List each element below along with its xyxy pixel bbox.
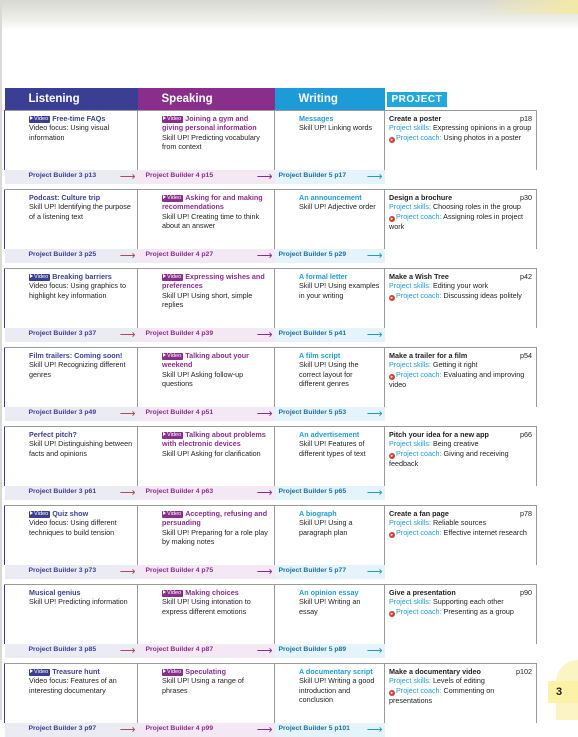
book-spine-edge (0, 0, 2, 720)
writing-cell (275, 111, 385, 171)
listening-project-builder-link[interactable]: Project Builder 3 p73 ⟶ (5, 565, 138, 579)
project-badge: PROJECT (387, 92, 448, 107)
listening-skill-text: Video focus: Using visual information (29, 123, 110, 142)
arrow-right-icon: ⟶ (366, 724, 383, 736)
speaking-cell (138, 269, 275, 329)
listening-project-builder-link[interactable]: Project Builder 3 p85 ⟶ (5, 644, 138, 658)
listening-cell (5, 664, 138, 724)
speaking-skill-text: Skill UP! Using intonation to express different emotions (162, 597, 251, 616)
project-page-ref: p42 (520, 272, 532, 281)
video-icon: Video (29, 274, 50, 281)
project-builder-row (5, 170, 537, 184)
video-icon: Video (162, 590, 183, 597)
project-builder-row (5, 249, 537, 263)
video-icon: Video (162, 195, 183, 202)
arrow-right-icon: ⟶ (256, 250, 273, 262)
project-skills: Project skills: Reliable sources (389, 518, 487, 528)
project-page-ref: p54 (520, 351, 532, 360)
speaking-cell (138, 506, 275, 566)
video-icon: Video (162, 669, 183, 676)
coach-icon: ► (390, 689, 394, 695)
project-builder-row (5, 407, 537, 421)
speaking-title: Video Asking for and making recommendations (162, 193, 263, 212)
speaking-skill-text: Skill UP! Creating time to think about an answer (162, 211, 260, 231)
project-skills: Project skills: Getting it right (389, 360, 478, 370)
contents-table (4, 88, 537, 737)
speaking-cell (138, 664, 275, 724)
writing-skill-text: Skill UP! Features of different types of text (299, 439, 366, 458)
coach-icon: ► (390, 294, 394, 300)
speaking-project-builder-link[interactable]: Project Builder 4 p51 ⟶ (138, 407, 275, 421)
speaking-title: Video Speculating (162, 667, 270, 676)
writing-header: Writing (275, 88, 385, 111)
listening-skill-text: Skill UP! Predicting information (29, 597, 128, 607)
arrow-right-icon: ⟶ (119, 250, 136, 262)
speaking-skill-text: Skill UP! Predicting vocabulary from context (162, 132, 260, 152)
writing-project-builder-link[interactable]: Project Builder 5 p41 ⟶ (275, 328, 385, 342)
listening-project-builder-link[interactable]: Project Builder 3 p49 ⟶ (5, 407, 138, 421)
writing-skill-text: Skill UP! Using the correct layout for different genres (299, 360, 359, 389)
listening-skill-text: Video focus: Features of an interesting documentary (29, 676, 117, 695)
unit-row (5, 664, 537, 724)
writing-project-builder-link[interactable]: Project Builder 5 p17 ⟶ (275, 170, 385, 184)
unit-row (5, 506, 537, 566)
writing-skill-text: Skill UP! Writing a good introduction and conclusion (299, 676, 375, 705)
arrow-right-icon: ⟶ (366, 329, 383, 341)
arrow-right-icon: ⟶ (366, 566, 383, 578)
project-skills: Project skills: Expressing opinions in a group (389, 123, 532, 133)
listening-cell (5, 111, 138, 171)
unit-row (5, 269, 537, 329)
project-builder-empty (385, 723, 537, 737)
project-title: Pitch your idea for a new app p66 (389, 430, 532, 439)
project-builder-row (5, 723, 537, 737)
speaking-skill-text: Skill UP! Asking follow-up questions (162, 369, 244, 389)
writing-title: A biograph (299, 509, 337, 518)
listening-project-builder-link[interactable]: Project Builder 3 p25 ⟶ (5, 249, 138, 263)
listening-cell (5, 427, 138, 487)
listening-title: Video Quiz show (29, 509, 133, 518)
project-skills: Project skills: Levels of editing (389, 676, 485, 686)
project-page-ref: p78 (520, 509, 532, 518)
unit-row (5, 111, 537, 171)
unit-row (5, 427, 537, 487)
project-cell (385, 506, 537, 566)
coach-icon: ► (390, 215, 394, 221)
project-builder-empty (385, 644, 537, 658)
listening-project-builder-link[interactable]: Project Builder 3 p37 ⟶ (5, 328, 138, 342)
speaking-cell (138, 427, 275, 487)
video-icon: Video (162, 353, 183, 360)
arrow-right-icon: ⟶ (256, 566, 273, 578)
unit-row (5, 348, 537, 408)
speaking-project-builder-link[interactable]: Project Builder 4 p75 ⟶ (138, 565, 275, 579)
project-page-ref: p66 (520, 430, 532, 439)
arrow-right-icon: ⟶ (256, 724, 273, 736)
coach-icon: ► (390, 531, 394, 537)
project-skills: Project skills: Editing your work (389, 281, 489, 291)
project-coach: ► Project coach: Effective internet research (390, 527, 527, 537)
arrow-right-icon: ⟶ (256, 487, 273, 499)
listening-title: Video Treasure hunt (29, 667, 133, 676)
arrow-right-icon: ⟶ (366, 487, 383, 499)
project-cell (385, 664, 537, 724)
arrow-right-icon: ⟶ (366, 645, 383, 657)
listening-skill-text: Video focus: Using different techniques to build tension (29, 518, 117, 537)
listening-skill-text: Video focus: Using graphics to highlight key information (29, 281, 126, 300)
arrow-right-icon: ⟶ (119, 566, 136, 578)
project-cell (385, 111, 537, 171)
writing-cell (275, 585, 385, 645)
writing-title: An opinion essay (299, 588, 359, 597)
listening-cell (5, 190, 138, 250)
speaking-title: Video Talking about problems with electronic devices (162, 430, 266, 449)
writing-cell (275, 269, 385, 329)
project-page-ref: p90 (520, 588, 532, 597)
arrow-right-icon: ⟶ (366, 171, 383, 183)
video-icon: Video (162, 116, 183, 123)
project-builder-row (5, 328, 537, 342)
video-icon: Video (29, 511, 50, 518)
arrow-right-icon: ⟶ (119, 645, 136, 657)
project-coach: ► Project coach: Presenting as a group (390, 606, 514, 616)
writing-title: A formal letter (299, 272, 348, 281)
project-cell (385, 269, 537, 329)
project-title: Make a documentary video p102 (389, 667, 532, 676)
project-builder-empty (385, 486, 537, 500)
project-title: Design a brochure p30 (389, 193, 532, 202)
coach-icon: ► (390, 136, 394, 142)
speaking-title: Video Making choices (162, 588, 270, 597)
writing-project-builder-link[interactable]: Project Builder 5 p77 ⟶ (275, 565, 385, 579)
project-page-ref: p30 (520, 193, 532, 202)
arrow-right-icon: ⟶ (119, 724, 136, 736)
listening-header: Listening (5, 88, 138, 111)
unit-row (5, 585, 537, 645)
writing-skill-text: Skill UP! Using examples in your writing (299, 281, 380, 300)
project-coach: ► Project coach: Discussing ideas politely (390, 290, 522, 300)
project-title: Make a trailer for a film p54 (389, 351, 532, 360)
writing-project-builder-link[interactable]: Project Builder 5 p65 ⟶ (275, 486, 385, 500)
column-header-row (5, 88, 537, 111)
arrow-right-icon: ⟶ (119, 329, 136, 341)
coach-icon: ► (390, 373, 394, 379)
project-builder-empty (385, 249, 537, 263)
listening-title: Podcast: Culture trip (29, 193, 101, 202)
video-icon: Video (162, 274, 183, 281)
arrow-right-icon: ⟶ (366, 408, 383, 420)
speaking-header: Speaking (138, 88, 275, 111)
page-top-accent (482, 0, 578, 14)
speaking-title: Video Joining a gym and giving personal information (162, 114, 257, 133)
project-cell (385, 348, 537, 408)
writing-title: An advertisement (299, 430, 360, 439)
writing-title: Messages (299, 114, 334, 123)
project-builder-row (5, 565, 537, 579)
arrow-right-icon: ⟶ (119, 487, 136, 499)
writing-cell (275, 664, 385, 724)
listening-skill-text: Skill UP! Recognizing different genres (29, 360, 126, 379)
arrow-right-icon: ⟶ (256, 408, 273, 420)
speaking-cell (138, 348, 275, 408)
coach-icon: ► (390, 610, 394, 616)
project-title: Make a Wish Tree p42 (389, 272, 532, 281)
arrow-right-icon: ⟶ (366, 250, 383, 262)
listening-skill-text: Skill UP! Identifying the purpose of a listening text (29, 202, 131, 221)
project-builder-empty (385, 328, 537, 342)
project-header (385, 88, 537, 111)
writing-project-builder-link[interactable]: Project Builder 5 p29 ⟶ (275, 249, 385, 263)
writing-project-builder-link[interactable]: Project Builder 5 p53 ⟶ (275, 407, 385, 421)
listening-cell (5, 506, 138, 566)
coach-icon: ► (390, 452, 394, 458)
speaking-skill-text: Skill UP! Using a range of phrases (162, 676, 244, 695)
project-cell (385, 427, 537, 487)
project-builder-empty (385, 170, 537, 184)
writing-skill-text: Skill UP! Using a paragraph plan (299, 518, 353, 537)
project-title: Give a presentation p90 (389, 588, 532, 597)
writing-project-builder-link[interactable]: Project Builder 5 p89 ⟶ (275, 644, 385, 658)
project-cell (385, 190, 537, 250)
video-icon: Video (29, 116, 50, 123)
listening-cell (5, 269, 138, 329)
writing-title: A documentary script (299, 667, 373, 676)
speaking-skill-text: Skill UP! Asking for clarification (162, 448, 261, 458)
writing-title: An announcement (299, 193, 362, 202)
speaking-project-builder-link[interactable]: Project Builder 4 p15 ⟶ (138, 170, 275, 184)
listening-project-builder-link[interactable]: Project Builder 3 p61 ⟶ (5, 486, 138, 500)
project-builder-empty (385, 565, 537, 579)
listening-project-builder-link[interactable]: Project Builder 3 p13 ⟶ (5, 170, 138, 184)
project-page-ref: p102 (516, 667, 532, 676)
speaking-project-builder-link[interactable]: Project Builder 4 p63 ⟶ (138, 486, 275, 500)
listening-title: Video Free-time FAQs (29, 114, 133, 123)
video-icon: Video (29, 669, 50, 676)
project-page-ref: p18 (520, 114, 532, 123)
page-number: 3 (548, 681, 578, 703)
project-skills: Project skills: Being creative (389, 439, 479, 449)
writing-cell (275, 506, 385, 566)
arrow-right-icon: ⟶ (119, 171, 136, 183)
speaking-title: Video Expressing wishes and preferences (162, 272, 265, 291)
video-icon: Video (162, 511, 183, 518)
arrow-right-icon: ⟶ (256, 329, 273, 341)
arrow-right-icon: ⟶ (256, 645, 273, 657)
project-title: Create a poster p18 (389, 114, 532, 123)
speaking-title: Video Talking about your weekend (162, 351, 249, 370)
speaking-skill-text: Skill UP! Preparing for a role play by making notes (162, 527, 268, 547)
writing-cell (275, 427, 385, 487)
project-skills: Project skills: Supporting each other (389, 597, 504, 607)
speaking-project-builder-link[interactable]: Project Builder 4 p87 ⟶ (138, 644, 275, 658)
project-builder-row (5, 486, 537, 500)
project-coach: ► Project coach: Evaluating and improving video (389, 369, 525, 389)
speaking-skill-text: Skill UP! Using short, simple replies (162, 290, 253, 310)
listening-cell (5, 585, 138, 645)
writing-skill-text: Skill UP! Writing an essay (299, 597, 361, 616)
arrow-right-icon: ⟶ (256, 171, 273, 183)
project-coach: ► Project coach: Giving and receiving feedback (389, 448, 509, 468)
listening-title: Video Breaking barriers (29, 272, 133, 281)
speaking-cell (138, 585, 275, 645)
speaking-project-builder-link[interactable]: Project Builder 4 p99 ⟶ (138, 723, 275, 737)
writing-cell (275, 190, 385, 250)
arrow-right-icon: ⟶ (119, 408, 136, 420)
video-icon: Video (162, 432, 183, 439)
listening-cell (5, 348, 138, 408)
speaking-cell (138, 190, 275, 250)
project-coach: ► Project coach: Assigning roles in project work (389, 211, 524, 231)
project-skills: Project skills: Choosing roles in the group (389, 202, 521, 212)
writing-skill-text: Skill UP! Adjective order (299, 202, 376, 212)
speaking-project-builder-link[interactable]: Project Builder 4 p39 ⟶ (138, 328, 275, 342)
listening-title: Film trailers: Coming soon! (29, 351, 123, 360)
writing-project-builder-link[interactable]: Project Builder 5 p101 ⟶ (275, 723, 385, 737)
writing-title: A film script (299, 351, 341, 360)
listening-title: Perfect pitch? (29, 430, 77, 439)
listening-skill-text: Skill UP! Distinguishing between facts and opinions (29, 439, 133, 458)
project-coach: ► Project coach: Using photos in a poster (390, 132, 522, 142)
project-builder-empty (385, 407, 537, 421)
listening-project-builder-link[interactable]: Project Builder 3 p97 ⟶ (5, 723, 138, 737)
project-cell (385, 585, 537, 645)
writing-cell (275, 348, 385, 408)
project-title: Create a fan page p78 (389, 509, 532, 518)
project-builder-row (5, 644, 537, 658)
listening-title: Musical genius (29, 588, 81, 597)
speaking-title: Video Accepting, refusing and persuading (162, 509, 268, 528)
unit-row (5, 190, 537, 250)
project-coach: ► Project coach: Commenting on presentations (389, 685, 495, 705)
speaking-cell (138, 111, 275, 171)
writing-skill-text: Skill UP! Linking words (299, 123, 373, 133)
speaking-project-builder-link[interactable]: Project Builder 4 p27 ⟶ (138, 249, 275, 263)
